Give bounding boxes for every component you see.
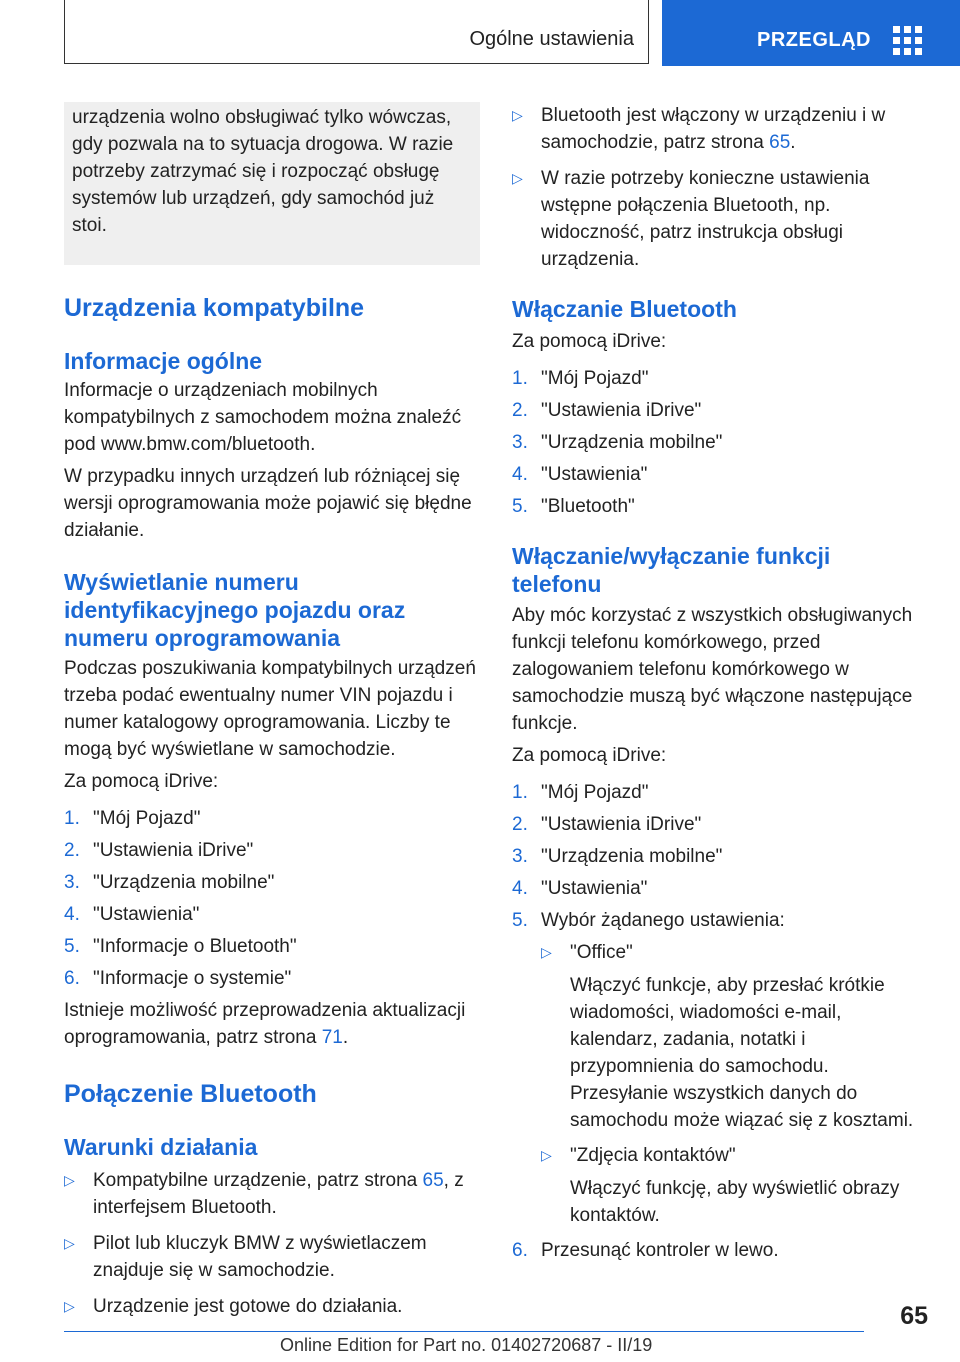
left-column (64, 102, 480, 1329)
steps-list-vin (64, 805, 480, 992)
paragraph-info-1: Informacje o urządzeniach mobilnych kompatybilnych z samochodem można znaleźć pod www.bmw.com/bluetooth. (64, 380, 462, 455)
paragraph-phone: Aby móc korzystać z wszystkich obsługiwanych funkcji telefonu komórkowego, przed zalogowaniem telefonu komórkowego w samochodzie muszą być włączone następujące funkcje. (512, 605, 913, 734)
triangle-bullet-icon: ▷ (64, 1235, 75, 1251)
list-item: 4. "Ustawienia" (64, 904, 200, 925)
list-item: 3. "Urządzenia mobilne" (512, 846, 723, 867)
overview-nav-label: PRZEGLĄD (757, 28, 871, 51)
list-item: ▷ Pilot lub kluczyk BMW z wyświetlaczem znajduje się w samochodzie. (64, 1230, 480, 1284)
contact-photos-description: Włączyć funkcję, aby wyświetlić obrazy kontaktów. (570, 1178, 900, 1226)
list-item: 5. "Informacje o Bluetooth" (64, 936, 297, 957)
paragraph-update: Istnieje możliwość przeprowadzenia aktualizacji oprogramowania, patrz strona 71. (64, 1000, 466, 1048)
settings-sublist (541, 939, 922, 1229)
overview-nav-button[interactable] (662, 0, 960, 66)
list-item: ▷ W razie potrzeby konieczne ustawienia wstępne połączenia Bluetooth, np. widoczność, patrz instrukcja obsługi urządzenia. (512, 165, 922, 273)
page-link-65[interactable]: 65 (422, 1170, 444, 1191)
triangle-bullet-icon: ▷ (64, 1172, 75, 1188)
right-column (512, 102, 922, 1269)
list-item: 2. "Ustawienia iDrive" (64, 840, 254, 861)
steps-list-bluetooth (512, 365, 922, 520)
office-description: Włączyć funkcje, aby przesłać krótkie wiadomości, wiadomości e-mail, kalendarz, zadania, notatki i przypomnienia do samochodu. Przesyłanie wszystkich danych do samochodu może wiązać się z kosztami. (570, 975, 914, 1131)
header-section-box (64, 0, 649, 64)
list-item: 5. "Bluetooth" (512, 496, 635, 517)
grid-menu-icon (893, 26, 922, 55)
list-item-contact-photos: ▷ "Zdjęcia kontaktów" (541, 1142, 922, 1169)
list-item: ▷ Urządzenie jest gotowe do działania. (64, 1293, 480, 1320)
triangle-bullet-icon: ▷ (541, 1147, 552, 1163)
page-link-65[interactable]: 65 (769, 132, 791, 153)
list-item: 2. "Ustawienia iDrive" (512, 814, 702, 835)
triangle-bullet-icon: ▷ (512, 107, 523, 123)
warning-note: urządzenia wolno obsługiwać tylko wówczas, gdy pozwala na to sytuacja drogowa. W razie potrzeby zatrzymać się i rozpocząć obsługę systemów lub urządzeń, gdy samochód już stoi. (64, 102, 480, 265)
list-item: 2. "Ustawienia iDrive" (512, 400, 702, 421)
requirements-list (512, 102, 922, 273)
heading-conditions: Warunki działania (64, 1134, 258, 1160)
list-item: 4. "Ustawienia" (512, 878, 648, 899)
heading-enable-bluetooth: Włączanie Bluetooth (512, 296, 737, 322)
paragraph-idrive-2: Za pomocą iDrive: (512, 745, 667, 766)
heading-bluetooth-connection: Połączenie Bluetooth (64, 1080, 317, 1108)
heading-vin-display: Wyświetlanie numeru identyfikacyjnego pojazdu oraz numeru oprogramowania (64, 569, 406, 651)
heading-general-info: Informacje ogólne (64, 348, 263, 374)
list-item: 1. "Mój Pojazd" (512, 782, 649, 803)
list-item: 5. Wybór żądanego ustawienia: (512, 910, 785, 931)
list-item: 3. "Urządzenia mobilne" (512, 432, 723, 453)
paragraph-info-2: W przypadku innych urządzeń lub różniącej się wersji oprogramowania może pojawić się błędne działanie. (64, 466, 472, 541)
page-number: 65 (900, 1302, 928, 1330)
list-item: 3. "Urządzenia mobilne" (64, 872, 275, 893)
triangle-bullet-icon: ▷ (64, 1298, 75, 1314)
footer-divider (64, 1331, 864, 1332)
list-item-office: ▷ "Office" (541, 939, 922, 966)
paragraph-idrive-1: Za pomocą iDrive: (512, 331, 667, 352)
triangle-bullet-icon: ▷ (541, 944, 552, 960)
list-item: 4. "Ustawienia" (512, 464, 648, 485)
footer-edition: Online Edition for Part no. 01402720687 - II/19 (280, 1335, 653, 1355)
list-item: 6. Przesunąć kontroler w lewo. (512, 1240, 779, 1261)
conditions-list (64, 1167, 480, 1320)
list-item: 6. "Informacje o systemie" (64, 968, 292, 989)
section-title: Ogólne ustawienia (469, 28, 634, 50)
heading-phone-functions: Włączanie/wyłączanie funkcji telefonu (512, 543, 831, 597)
heading-compatible-devices: Urządzenia kompatybilne (64, 294, 365, 322)
list-item: ▷ Kompatybilne urządzenie, patrz strona 65, z interfejsem Bluetooth. (64, 1167, 480, 1221)
paragraph-vin: Podczas poszukiwania kompatybilnych urządzeń trzeba podać ewentualny numer VIN pojazdu i numer katalogowy oprogramowania. Liczby te mogą być wyświetlane w samochodzie. (64, 658, 476, 760)
page-link-71[interactable]: 71 (321, 1027, 343, 1048)
steps-list-phone (512, 779, 922, 934)
list-item: 1. "Mój Pojazd" (64, 808, 201, 829)
paragraph-idrive: Za pomocą iDrive: (64, 771, 219, 792)
list-item: 1. "Mój Pojazd" (512, 368, 649, 389)
triangle-bullet-icon: ▷ (512, 170, 523, 186)
list-item: ▷ Bluetooth jest włączony w urządzeniu i w samochodzie, patrz strona 65. (512, 102, 922, 156)
